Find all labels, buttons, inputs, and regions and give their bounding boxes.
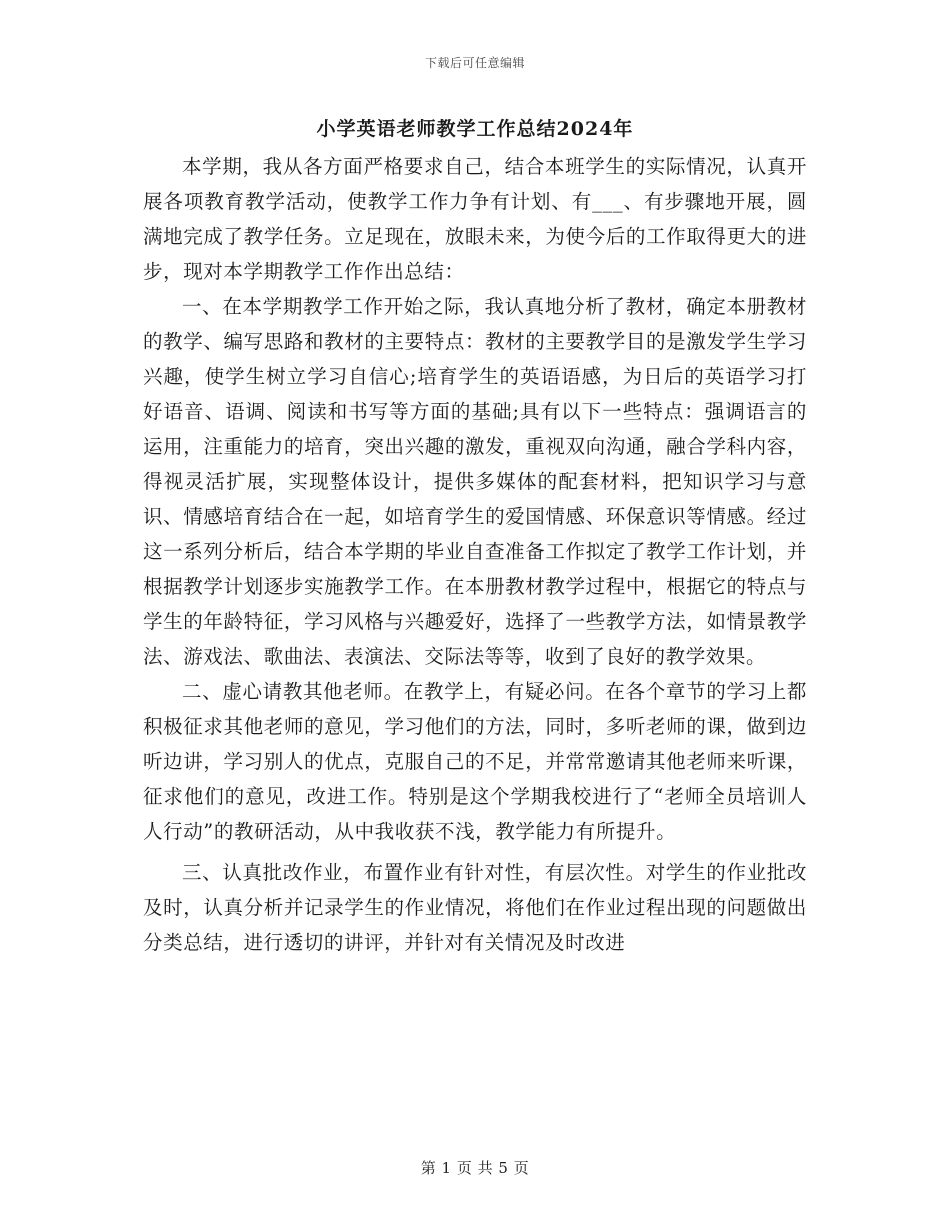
paragraph-section-2: 二、虚心请教其他老师。在教学上，有疑必问。在各个章节的学习上都积极征求其他老师的意见，学习他们的方法，同时，多听老师的课，做到边听边讲，学习别人的优点，克服自己的不足，并常常邀请其他老师来听课，征求他们的意见，改进工作。特别是这个学期我校进行了“老师全员培训人人行动”的教研活动，从中我收获不浅，教学能力有所提升。 [143, 680, 807, 843]
paragraph-section-1: 一、在本学期教学工作开始之际，我认真地分析了教材，确定本册教材的教学、编写思路和教材的主要特点：教材的主要教学目的是激发学生学习兴趣，使学生树立学习自信心;培育学生的英语语感，为日后的英语学习打好语音、语调、阅读和书写等方面的基础;具有以下一些特点：强调语言的运用，注重能力的培育，突出兴趣的激发，重视双向沟通，融合学科内容，得视灵活扩展，实现整体设计，提供多媒体的配套材料，把知识学习与意识、情感培育结合在一起，如培育学生的爱国情感、环保意识等情感。经过这一系列分析后，结合本学期的毕业自查准备工作拟定了教学工作计划，并根据教学计划逐步实施教学工作。在本册教材教学过程中，根据它的特点与学生的年龄特征，学习风格与兴趣爱好，选择了一些教学方法，如情景教学法、游戏法、歌曲法、表演法、交际法等等，收到了良好的教学效果。 [143, 295, 807, 668]
paragraph-intro: 本学期，我从各方面严格要求自己，结合本班学生的实际情况，认真开展各项教育教学活动，使教学工作力争有计划、有___、有步骤地开展，圆满地完成了教学任务。立足现在，放眼未来，为使今后的工作取得更大的进步，现对本学期教学工作作出总结： [143, 155, 807, 283]
document-body [143, 149, 807, 960]
paragraph-section-3: 三、认真批改作业，布置作业有针对性，有层次性。对学生的作业批改及时，认真分析并记录学生的作业情况，将他们在作业过程出现的问题做出分类总结，进行透切的讲评，并针对有关情况及时改进 [143, 861, 807, 954]
page-number-footer: 第 1 页 共 5 页 [420, 1159, 530, 1177]
page-header-note: 下载后可任意编辑 [424, 56, 525, 70]
document-title: 小学英语老师教学工作总结2024年 [316, 118, 634, 140]
